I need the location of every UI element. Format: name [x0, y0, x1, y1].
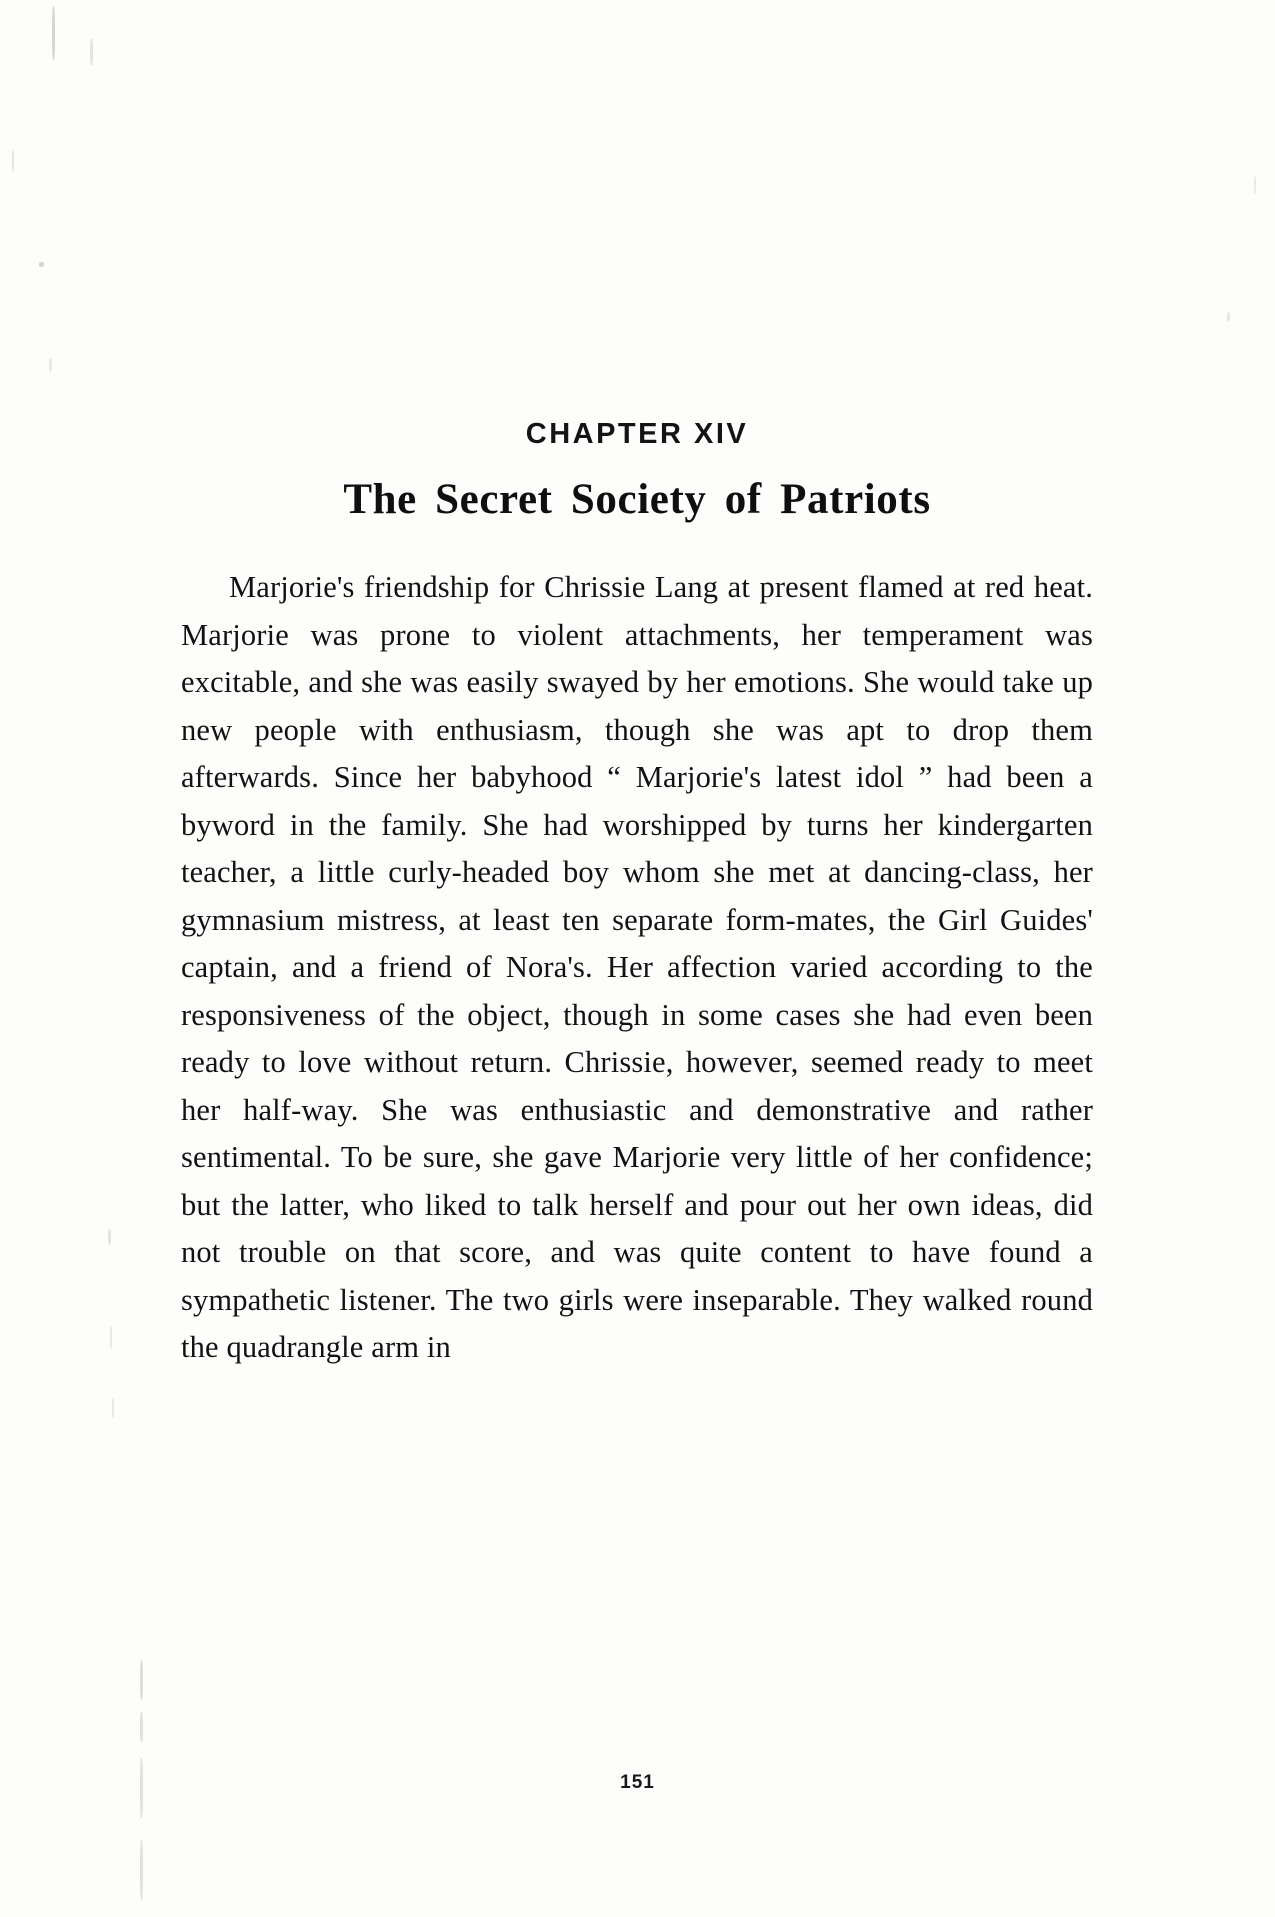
scan-artifact [1227, 312, 1230, 322]
scan-artifact [49, 358, 52, 372]
scan-artifact [140, 1840, 143, 1900]
scan-artifact [140, 1712, 143, 1742]
scan-artifact [1254, 176, 1256, 194]
page-title: The Secret Society of Patriots [343, 476, 931, 523]
scan-artifact [108, 1229, 111, 1245]
chapter-label: CHAPTER XIV [525, 418, 749, 450]
scan-artifact [140, 1660, 143, 1700]
scan-artifact [110, 1325, 112, 1349]
scan-artifact [90, 38, 93, 66]
paragraph: Marjorie's friendship for Chrissie Lang at present flamed at red heat. Marjorie was prone to violent attachments, her temperament was excitable, and she was easily swayed by her emotions. She would take up new people with enthusiasm, though she was apt to drop them afterwards. Since her babyhood “ Marjorie's latest idol ” had been a byword in the family. She had worshipped by turns her kindergarten teacher, a little curly-headed boy whom she met at dancing-class, her gymnasium mistress, at least ten separate form-mates, the Girl Guides' captain, and a friend of Nora's. Her affection varied according to the responsiveness of the object, though in some cases she had even been ready to love without return. Chrissie, however, seemed ready to meet her half-way. She was enthusiastic and demonstrative and rather sentimental. To be sure, she gave Marjorie very little of her confidence; but the latter, who liked to talk herself and pour out her own ideas, did not trouble on that score, and was quite content to have found a sympathetic listener. The two girls were inseparable. They walked round the quadrangle arm in [181, 570, 1093, 1364]
page-number: 151 [620, 1772, 655, 1793]
scan-artifact [112, 1398, 114, 1418]
scan-artifact [52, 6, 55, 60]
scan-artifact [39, 262, 44, 267]
page-content [181, 0, 1093, 1372]
scan-artifact [12, 150, 14, 172]
body-text [181, 564, 1093, 1372]
